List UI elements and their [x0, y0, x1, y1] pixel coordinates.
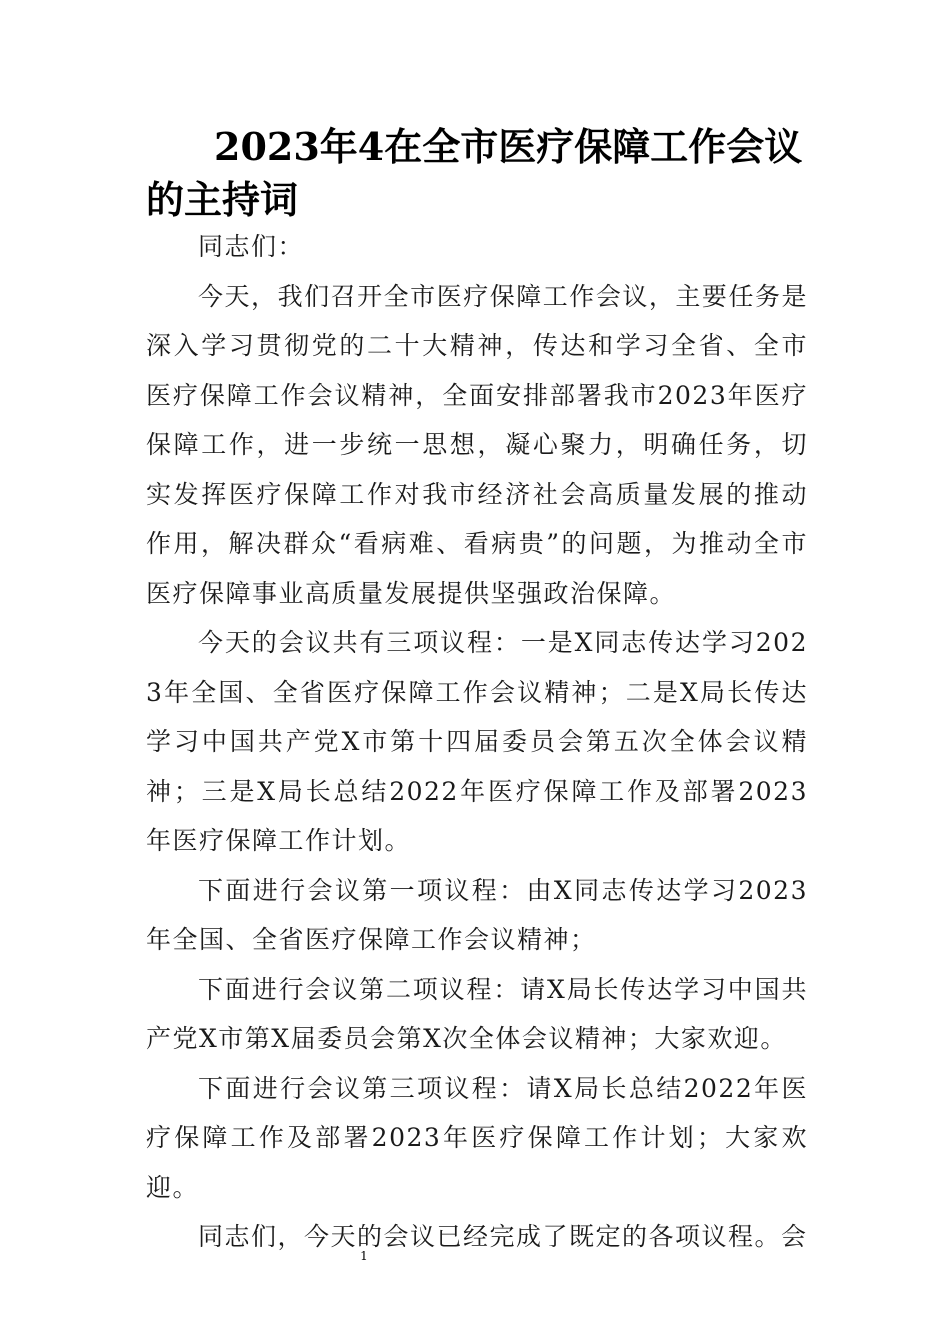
- agenda-item-2-paragraph: 下面进行会议第二项议程：请X局长传达学习中国共产党X市第X届委员会第X次全体会议精神；大家欢迎。: [146, 974, 808, 1053]
- agenda-paragraph: 今天的会议共有三项议程：一是X同志传达学习2023年全国、全省医疗保障工作会议精神；二是X局长传达学习中国共产党X市第十四届委员会第五次全体会议精神；三是X局长总结2022年医疗保障工作及部署2023年医疗保障工作计划。: [146, 628, 808, 855]
- salutation-paragraph: 同志们：: [198, 232, 305, 261]
- agenda-item-3-paragraph: 下面进行会议第三项议程：请X局长总结2022年医疗保障工作及部署2023年医疗保障工作计划；大家欢迎。: [146, 1073, 808, 1202]
- opening-paragraph: 今天，我们召开全市医疗保障工作会议，主要任务是深入学习贯彻党的二十大精神，传达和学习全省、全市医疗保障工作会议精神，全面安排部署我市2023年医疗保障工作，进一步统一思想，凝心聚力，明确任务，切实发挥医疗保障工作对我市经济社会高质量发展的推动作用，解决群众“看病难、看病贵”的问题，为推动全市医疗保障事业高质量发展提供坚强政治保障。: [146, 281, 809, 608]
- document-title: 2023年4在全市医疗保障工作会议的主持词: [146, 124, 803, 222]
- agenda-item-1-paragraph: 下面进行会议第一项议程：由X同志传达学习2023年全国、全省医疗保障工作会议精神；: [146, 875, 808, 954]
- closing-paragraph: 同志们，今天的会议已经完成了既定的各项议程。会: [198, 1222, 808, 1251]
- document-body: [146, 222, 808, 1262]
- page-number: 1: [360, 1249, 368, 1263]
